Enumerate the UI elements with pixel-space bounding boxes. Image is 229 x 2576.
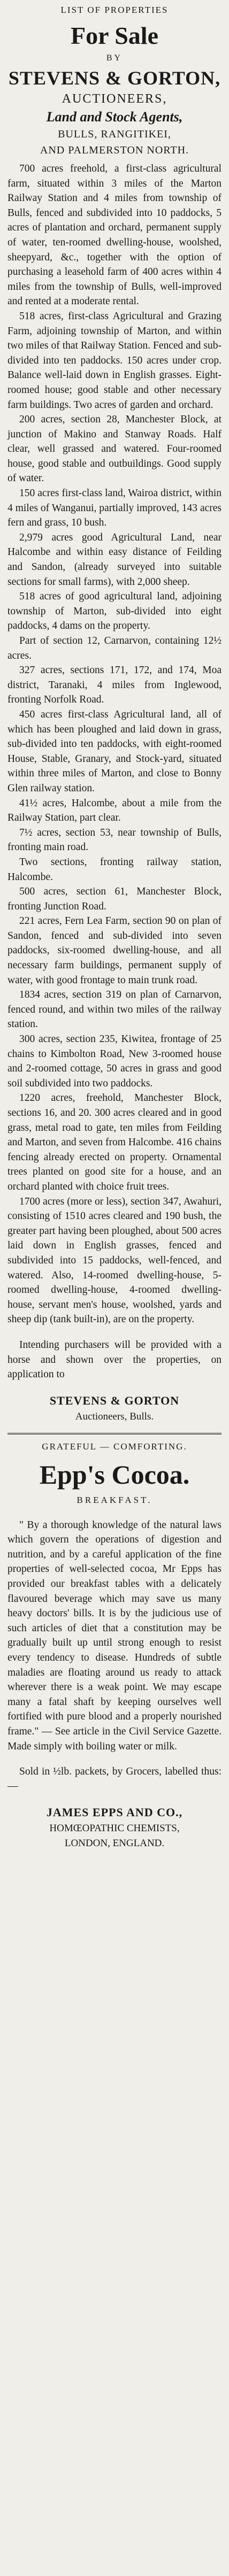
cocoa-tagline: GRATEFUL — COMFORTING. (42, 1441, 187, 1452)
property-lot: 221 acres, Fern Lea Farm, section 90 on plan of Sandon, fenced and sub-divided into seven paddocks, six-roomed dwelling-house, and all necessary farm buildings, permanent supply of water, with good frontage to main trunk road. (7, 915, 222, 986)
property-lot: Two sections, fronting railway station, Halcombe. (7, 856, 222, 883)
closing-note: Intending purchasers will be provided with a horse and shown over the properties, on application to (7, 1339, 222, 1380)
property-lot: 518 acres of good agricultural land, adjoining township of Marton, sub-divided into eight paddocks, 4 dams on the property. (7, 591, 222, 632)
property-list (7, 161, 222, 1327)
signature-sub: Auctioneers, Bulls. (75, 1411, 154, 1423)
property-lot: 1220 acres, freehold, Manchester Block, sections 16, and 20. 300 acres cleared and in good grass, metal road to gate, ten miles from Feilding and Marton, and seven from Halcombe. 416 chains fencing already erected on property. Ornamental trees planted on good site for a house, and an orchard planted with choice fruit trees. (7, 1092, 222, 1192)
property-lot: 518 acres, first-class Agricultural and Grazing Farm, adjoining township of Marton, and within two miles of that Railway Station. Fenced and sub-divided into ten paddocks. 150 acres under crop. Balance well-laid down in English grasses. Eight-roomed house; good stable and other necessary farm buildings. Two acres of garden and orchard. (7, 310, 222, 411)
firm-business: Land and Stock Agents, (46, 109, 183, 125)
property-lot: 500 acres, section 61, Manchester Block, fronting Junction Road. (7, 886, 222, 912)
cocoa-body: " By a thorough knowledge of the natural laws which govern the operations of digestion and nutrition, and by a careful application of the fine properties of well-selected cocoa, Mr Epps has provided our breakfast tables with a delicately flavoured beverage which may save us many heavy doctors' bills. It is by the judicious use of such articles of diet that a constitution may be gradually built up until strong enough to resist every tendency to disease. Hundreds of subtle maladies are floating around us ready to attack wherever there is a weak point. We may escape many a fatal shaft by keeping ourselves well fortified with pure blood and a properly nourished frame." — See article in the Civil Service Gazette. Made simply with boiling water or milk. (7, 1519, 222, 1752)
signature-firm: STEVENS & GORTON (49, 1394, 180, 1408)
cocoa-headline: Epp's Cocoa. (39, 1460, 190, 1490)
property-lot: 200 acres, section 28, Manchester Block, at junction of Makino and Stanway Roads. Half clear, well grassed and watered. Four-roomed house, good stable and outbuildings. Good supply of water. (7, 414, 222, 484)
firm-role: AUCTIONEERS, (62, 92, 167, 106)
firm-town-2: AND PALMERSTON NORTH. (40, 144, 189, 156)
property-lot: 41½ acres, Halcombe, about a mile from the Railway Station, part clear. (7, 797, 222, 824)
cocoa-maker: JAMES EPPS AND CO., (46, 1806, 183, 1819)
property-lot: 450 acres first-class Agricultural land, all of which has been ploughed and laid down in grass, sub-divided into ten paddocks, with eight-roomed House, Stable, Granary, and Stock-yard, situated within three miles of Marton, and close to Bonny Glen railway station. (7, 708, 222, 794)
divider (7, 1433, 222, 1434)
property-lot: 2,979 acres good Agricultural Land, near Halcombe and within easy distance of Feilding and Sandon, (already surveyed into suitable sections for small farms), with 2,000 sheep. (7, 531, 222, 588)
property-lot: 327 acres, sections 171, 172, and 174, Moa district, Taranaki, 4 miles from Inglewood, fronting Norfolk Road. (7, 665, 222, 706)
property-lot: Part of section 12, Carnarvon, containing 12½ acres. (7, 635, 222, 661)
property-lot: 1834 acres, section 319 on plan of Carnarvon, fenced round, and within two miles of the railway station. (7, 989, 222, 1030)
by-line: BY (106, 53, 123, 63)
firm-name: STEVENS & GORTON, (8, 67, 221, 89)
property-lot: 150 acres first-class land, Wairoa district, within 4 miles of Wanganui, partially improved, 143 acres fern and grass, 10 bush. (7, 488, 222, 529)
ad-header-title: LIST OF PROPERTIES (60, 5, 169, 15)
property-lot: 1700 acres (more or less), section 347, Awahuri, consisting of 1510 acres cleared and 190 bush, the greater part having been ploughed, about 500 acres laid down in English grasses, fenced and subdivided into 15 paddocks, well-fenced, and watered. Also, 14-roomed dwelling-house, 5-roomed dwelling-house, 4-roomed dwelling-house, servant men's house, woolshed, yards and sheep dip (tank built-in), are on the property. (7, 1196, 222, 1325)
property-lot: 300 acres, section 235, Kiwitea, frontage of 25 chains to Kimbolton Road, New 3-roomed house and 2-roomed cottage, 50 acres in grass and good soil subdivided into two paddocks. (7, 1034, 222, 1089)
cocoa-maker-location: LONDON, ENGLAND. (64, 1838, 165, 1849)
for-sale-headline: For Sale (71, 22, 158, 49)
property-lot: 700 acres freehold, a first-class agricultural farm, situated within 3 miles of the Marton Railway Station and 4 miles from township of Bulls, fenced and subdivided into 10 paddocks, 5 acres of plantation and orchard, permanent supply of water, ten-roomed dwelling-house, woolshed, sheepyard, &c., together with the option of purchasing a leasehold farm of 400 acres within 4 miles from the township of Bulls, well-improved and rented at a moderate rental. (7, 163, 222, 307)
cocoa-subhead: BREAKFAST. (77, 1495, 152, 1506)
firm-town-1: BULLS, RANGITIKEI, (58, 128, 171, 140)
cocoa-sold-note: Sold in ½lb. packets, by Grocers, labelled thus:— (7, 1765, 222, 1792)
property-lot: 7½ acres, section 53, near township of Bulls, fronting main road. (7, 827, 222, 853)
cocoa-maker-sub: HOMŒOPATHIC CHEMISTS, (49, 1823, 180, 1834)
